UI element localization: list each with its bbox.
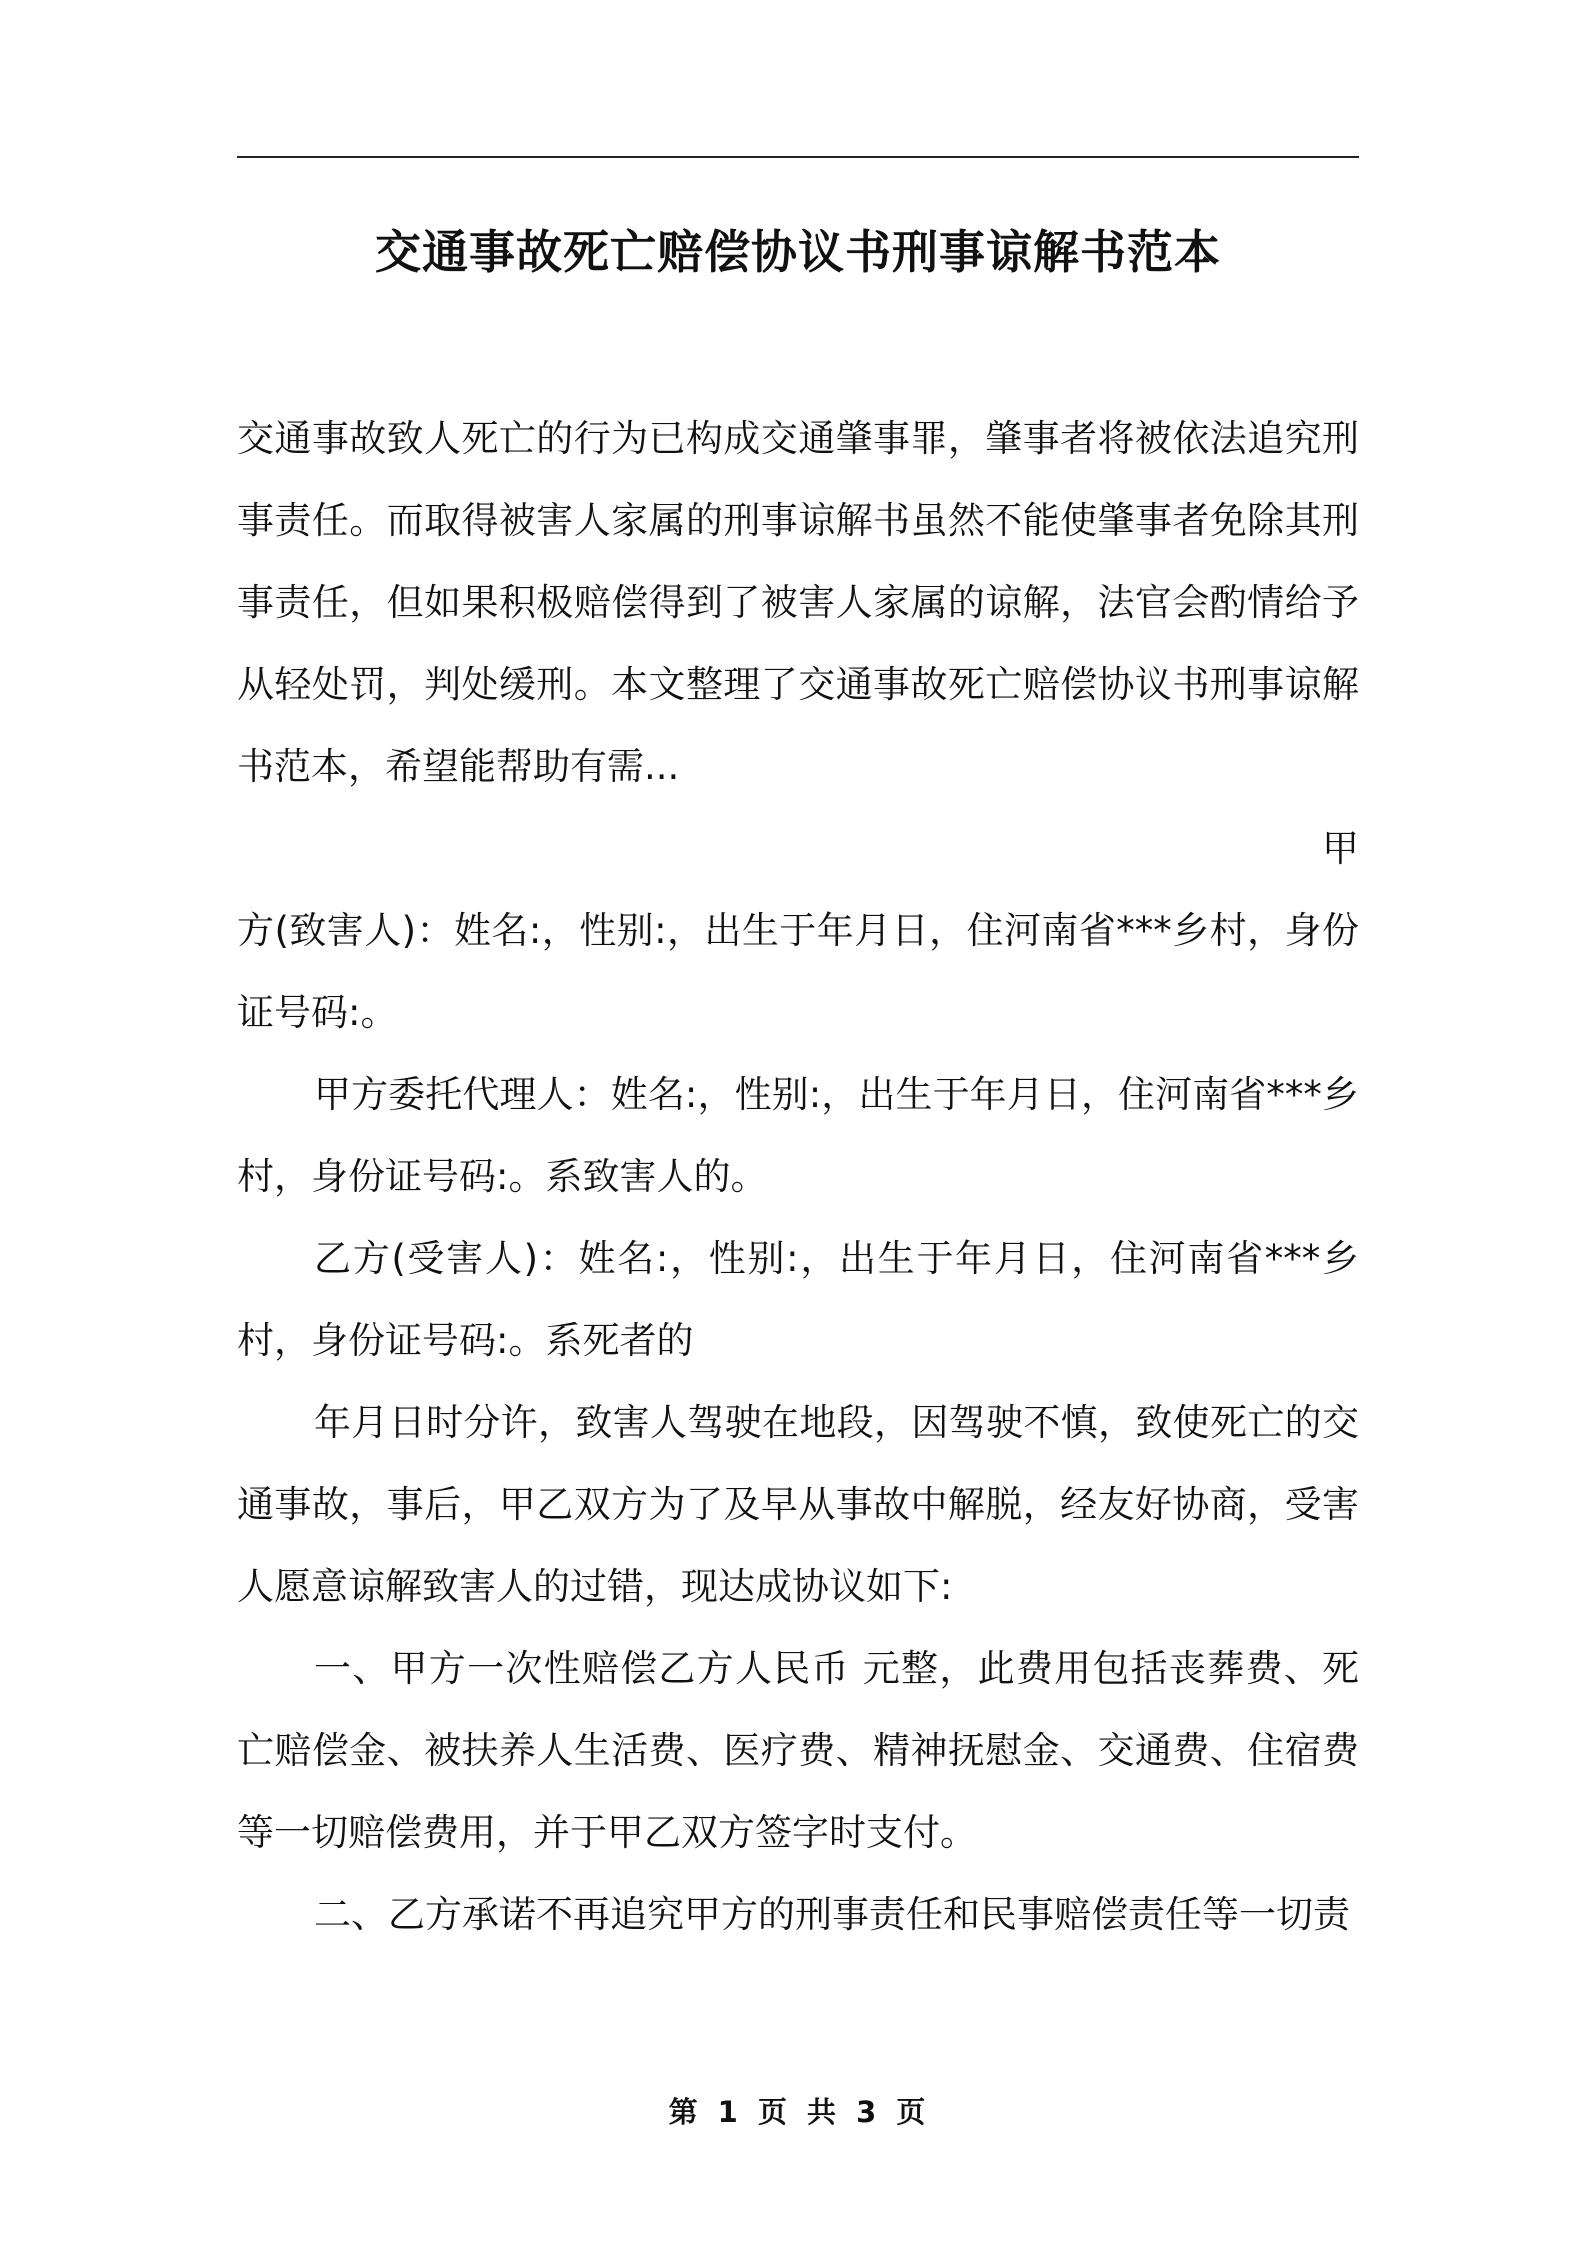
clause-two: 二、乙方承诺不再追究甲方的刑事责任和民事赔偿责任等一切责 xyxy=(314,1893,1350,1936)
document-title: 交通事故死亡赔偿协议书刑事谅解书范本 xyxy=(375,225,1221,279)
party-a-agent-info: 甲方委托代理人：姓名:，性别:，出生于年月日，住河南省***乡村，身份证号码:。系致害人的。 xyxy=(237,1073,1359,1198)
party-a-label-fragment: 甲 xyxy=(1322,827,1359,870)
intro-paragraph: 交通事故致人死亡的行为已构成交通肇事罪，肇事者将被依法追究刑事责任。而取得被害人家属的刑事谅解书虽然不能使肇事者免除其刑事责任，但如果积极赔偿得到了被害人家属的谅解，法官会酌情给予从轻处罚，判处缓刑。本文整理了交通事故死亡赔偿协议书刑事谅解书范本，希望能帮助有需... xyxy=(237,417,1359,788)
page-number: 第 1 页 共 3 页 xyxy=(668,2095,928,2129)
clause-one: 一、甲方一次性赔偿乙方人民币 元整，此费用包括丧葬费、死亡赔偿金、被扶养人生活费、医疗费、精神抚慰金、交通费、住宿费等一切赔偿费用，并于甲乙双方签字时支付。 xyxy=(237,1647,1359,1854)
header-rule xyxy=(237,156,1359,158)
document-body xyxy=(237,398,1359,1956)
party-a-info: 方(致害人)：姓名:，性别:，出生于年月日，住河南省***乡村，身份证号码:。 xyxy=(237,909,1359,1034)
accident-description: 年月日时分许，致害人驾驶在地段，因驾驶不慎，致使死亡的交通事故，事后，甲乙双方为了及早从事故中解脱，经友好协商，受害人愿意谅解致害人的过错，现达成协议如下: xyxy=(237,1401,1359,1608)
party-b-info: 乙方(受害人)：姓名:，性别:，出生于年月日，住河南省***乡村，身份证号码:。系死者的 xyxy=(237,1237,1359,1362)
